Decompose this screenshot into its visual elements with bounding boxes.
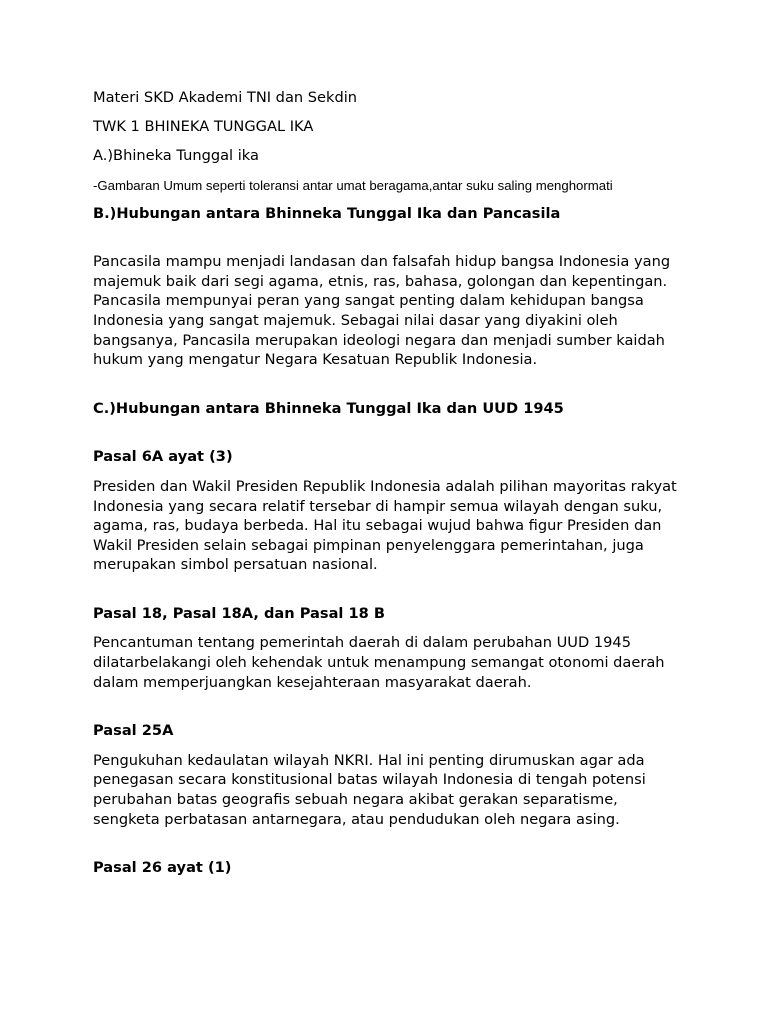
section-a-note: -Gambaran Umum seperti toleransi antar umat beragama,antar suku saling menghormati (93, 177, 613, 193)
article-title: Pasal 6A ayat (3) (93, 448, 233, 466)
section-b-heading: B.)Hubungan antara Bhinneka Tunggal Ika dan Pancasila (93, 204, 561, 222)
spacer (93, 741, 683, 751)
spacer (93, 623, 683, 633)
section-a-heading: A.)Bhineka Tunggal ika (93, 147, 259, 165)
document-subtitle: TWK 1 BHINEKA TUNGGAL IKA (93, 118, 314, 136)
article-title: Pasal 26 ayat (1) (93, 859, 232, 877)
article-text: Presiden dan Wakil Presiden Republik Indonesia adalah pilihan mayoritas rakyat Indonesia yang secara relatif tersebar di hampir semua wilayah dengan suku, agama, ras, budaya berbeda. Hal itu sebagai wujud bahwa figur Presiden dan Wakil Presiden selain sebagai pimpinan penyelenggara pemerintahan, juga merupakan simbol persatuan nasional. (93, 477, 677, 574)
spacer (93, 692, 683, 721)
document-title: Materi SKD Akademi TNI dan Sekdin (93, 89, 358, 106)
spacer (93, 370, 683, 399)
document-body (93, 88, 683, 878)
article-title: Pasal 25A (93, 722, 174, 740)
article-title: Pasal 18, Pasal 18A, dan Pasal 18 B (93, 604, 386, 622)
spacer (93, 467, 683, 477)
spacer (93, 418, 683, 447)
article-text: Pengukuhan kedaulatan wilayah NKRI. Hal ini penting dirumuskan agar ada penegasan secara konstitusional batas wilayah Indonesia di tengah potensi perubahan batas geografis sebuah negara akibat gerakan separatisme, sengketa perbatasan antarnegara, atau pendudukan oleh negara asing. (93, 751, 646, 828)
section-c-heading: C.)Hubungan antara Bhinneka Tunggal Ika dan UUD 1945 (93, 399, 564, 417)
spacer (93, 575, 683, 604)
spacer (93, 223, 683, 252)
article-text: Pencantuman tentang pemerintah daerah di dalam perubahan UUD 1945 dilatarbelakangi oleh kehendak untuk menampung semangat otonomi daerah dalam memperjuangkan kesejahteraan masyarakat daerah. (93, 634, 665, 691)
section-b-paragraph: Pancasila mampu menjadi landasan dan falsafah hidup bangsa Indonesia yang majemuk baik dari segi agama, etnis, ras, bahasa, golongan dan kepentingan. Pancasila mempunyai peran yang sangat penting dalam kehidupan bangsa Indonesia yang sangat majemuk. Sebagai nilai dasar yang diyakini oleh bangsanya, Pancasila merupakan ideologi negara dan menjadi sumber kaidah hukum yang mengatur Negara Kesatuan Republik Indonesia. (93, 253, 671, 369)
spacer (93, 829, 683, 858)
